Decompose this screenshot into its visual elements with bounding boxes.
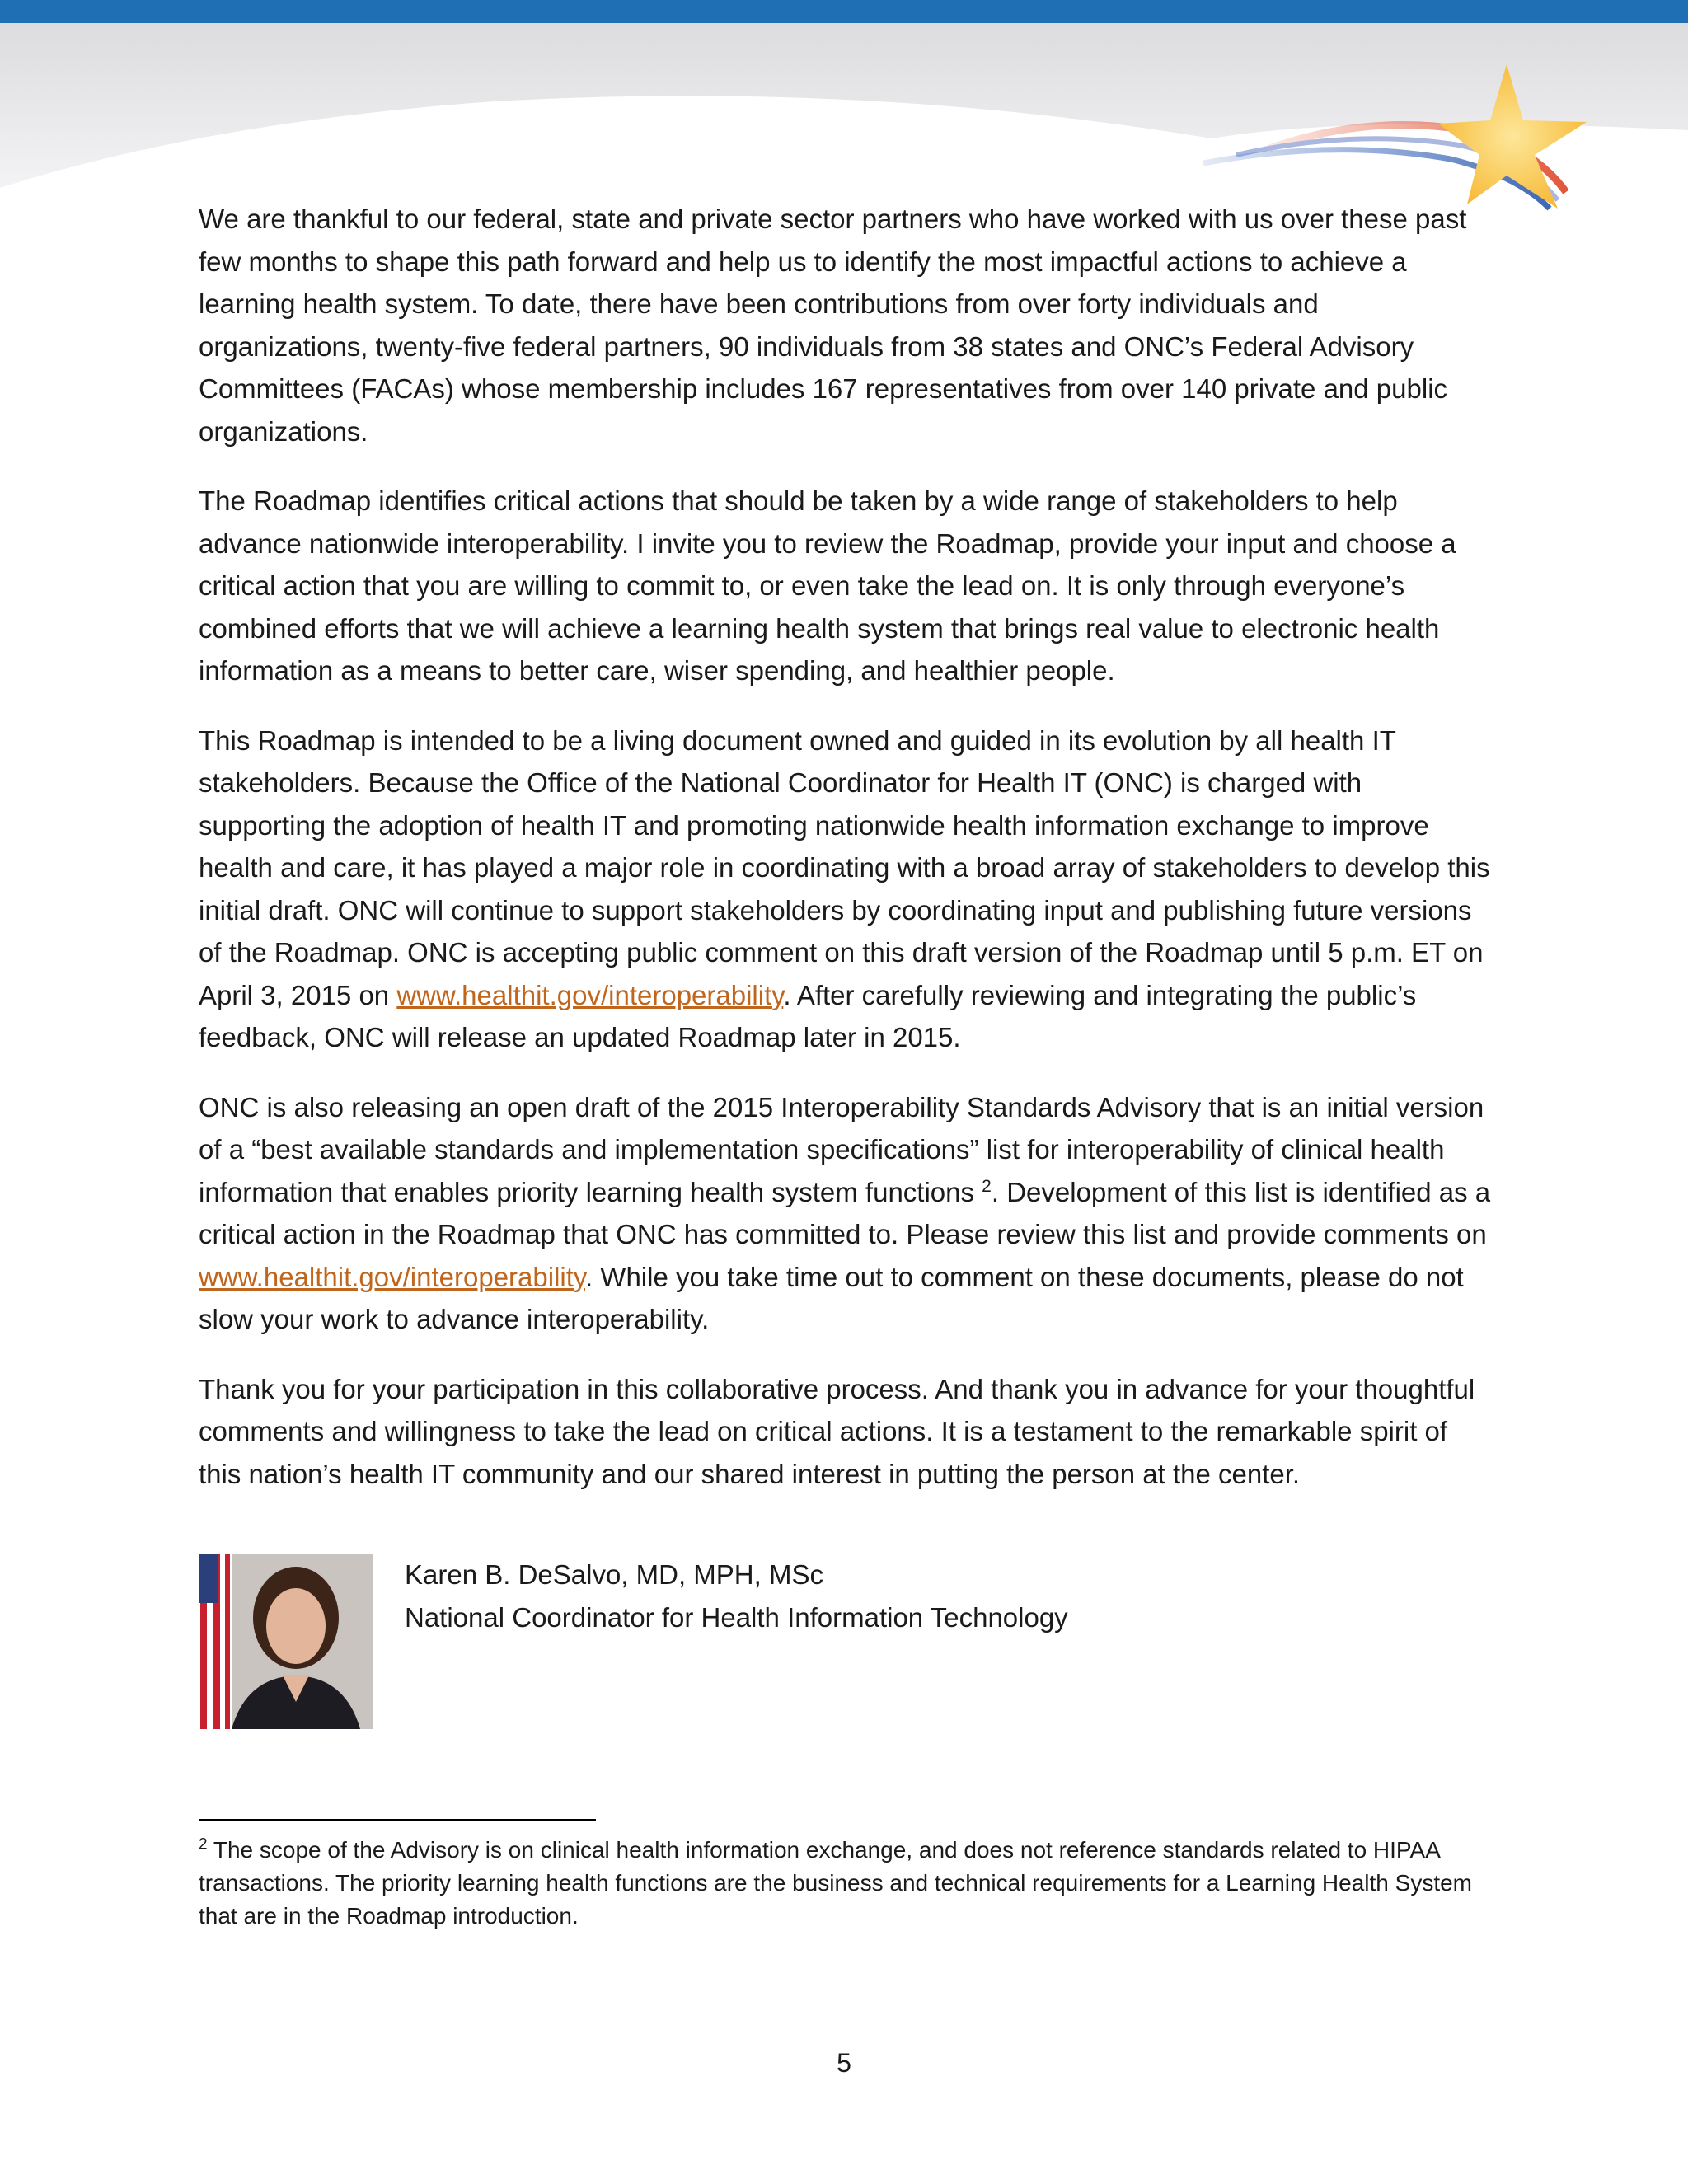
footnote-marker: 2 xyxy=(199,1835,208,1854)
footnote-text: The scope of the Advisory is on clinical health information exchange, and does not reference standards related to HIPAA transactions. The priority learning health functions are the business and technical requirements for a Learning Health System that are in the Roadmap introduction. xyxy=(199,1837,1473,1929)
paragraph-text: . While you take time out to comment on these documents, please do not slow your work to advance interoperability. xyxy=(199,1261,1464,1334)
page-number: 5 xyxy=(837,2048,851,2078)
gray-swoosh-shape xyxy=(0,23,1688,188)
paragraph-text: . After carefully reviewing and integrating the public’s feedback, ONC will release an updated Roadmap later in 2015. xyxy=(199,979,1417,1052)
paragraph-roadmap-actions: The Roadmap identifies critical actions that should be taken by a wide range of stakeholders to help advance nationwide interoperability. I invite you to review the Roadmap, provide your input and choose a critical action that you are willing to commit to, or even take the lead on. It is only through everyone’s combined efforts that we will achieve a learning health system that brings real value to electronic health information as a means to better care, wiser spending, and healthier people. xyxy=(199,485,1456,686)
letter-body xyxy=(199,198,1493,1522)
paragraph-text: ONC is also releasing an open draft of the 2015 Interoperability Standards Advisory that is an initial version of a “best available standards and implementation specifications” list for interoperability of clinical health information that enables priority learning health system functions xyxy=(199,1091,1484,1207)
paragraph-partners: We are thankful to our federal, state and private sector partners who have worked with us over these past few months to shape this path forward and help us to identify the most impactful actions to achieve a learning health system. To date, there have been contributions from over forty individuals and organizations, twenty-five federal partners, 90 individuals from 38 states and ONC’s Federal Advisory Committees (FACAs) whose membership includes 167 representatives from over 140 private and public organizations. xyxy=(199,204,1467,447)
paragraph-thank-you: Thank you for your participation in this collaborative process. And thank you in advance for your thoughtful comments and willingness to take the lead on critical actions. It is a testament to the remarkable spirit of this nation’s health IT community and our shared interest in putting the person at the center. xyxy=(199,1373,1475,1489)
top-header-bar xyxy=(0,0,1688,23)
footnote xyxy=(199,1834,1493,1933)
paragraph-standards-advisory xyxy=(199,1086,1493,1341)
paragraph-living-document xyxy=(199,719,1493,1059)
signature-text xyxy=(405,1554,1068,1638)
footnote-separator xyxy=(199,1819,596,1821)
paragraph-text: . Development of this list is identified as a critical action in the Roadmap that ONC has committed to. Please review this list and provide comments on xyxy=(199,1176,1491,1249)
footnote-reference: 2 xyxy=(982,1176,992,1196)
interoperability-link[interactable]: www.healthit.gov/interoperability xyxy=(396,979,784,1010)
signer-name: Karen B. DeSalvo, MD, MPH, MSc xyxy=(405,1559,823,1590)
signer-title: National Coordinator for Health Information Technology xyxy=(405,1601,1068,1633)
paragraph-text: This Roadmap is intended to be a living document owned and guided in its evolution by all health IT stakeholders. Because the Office of the National Coordinator for Health IT (ONC) is charged with supporting the adoption of health IT and promoting nationwide health information exchange to improve health and care, it has played a major role in coordinating with a broad array of stakeholders to develop this initial draft. ONC will continue to support stakeholders by coordinating input and publishing future versions of the Roadmap. ONC is accepting public comment on this draft version of the Roadmap until 5 p.m. ET on April 3, 2015 on xyxy=(199,724,1490,1010)
interoperability-link[interactable]: www.healthit.gov/interoperability xyxy=(199,1261,585,1292)
portrait-photo xyxy=(199,1554,373,1729)
signature-block xyxy=(199,1554,1493,1731)
